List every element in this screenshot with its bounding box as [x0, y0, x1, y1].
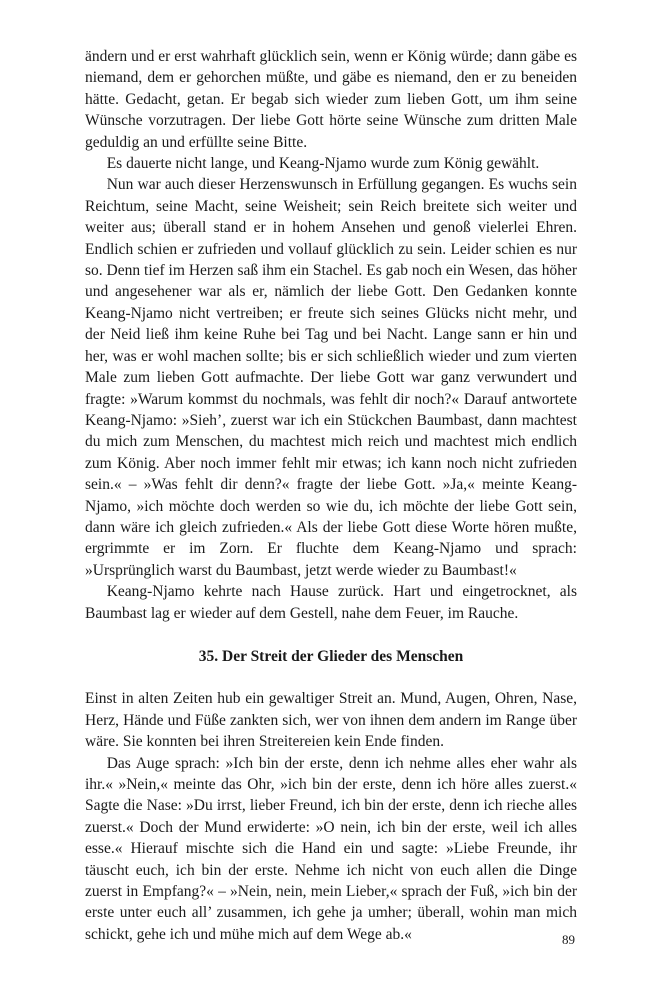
chapter-heading: 35. Der Streit der Glieder des Menschen — [198, 647, 464, 665]
paragraph-continuation: ändern und er erst wahrhaft glücklich sein, wenn er König würde; dann gäbe es niemand, dem er gehorchen müßte, und gäbe es niemand, den er zu beneiden hätte. Gedacht, getan. Er begab sich wieder zum lieben Gott, um ihm seine Wünsche vorzutragen. Der liebe Gott hörte seine Wünsche zum dritten Male geduldig an und erfüllte seine Bitte. — [85, 48, 577, 151]
paragraph: Keang-Njamo kehrte nach Hause zurück. Hart und eingetrocknet, als Baumbast lag er wieder auf dem Gestell, nahe dem Feuer, im Rauche. — [85, 583, 577, 622]
paragraph: Das Auge sprach: »Ich bin der erste, denn ich nehme alles eher wahr als ihr.« »Nein,« meinte das Ohr, »ich bin der erste, denn ich höre alles zuerst.« Sagte die Nase: »Du irrst, lieber Freund, ich bin der erste, denn ich rieche alles zuerst.« Doch der Mund erwiderte: »O nein, ich bin der erste, weil ich alles esse.« Hierauf mischte sich die Hand ein und sagte: »Liebe Freunde, ihr täuscht euch, ich bin der erste. Nehme ich nicht von euch allen die Dinge zuerst in Empfang?« – »Nein, nein, mein Lieber,« sprach der Fuß, »ich bin der erste unter euch all’ zusammen, ich gehe ja umher; überall, wohin man mich schickt, gehe ich und mühe mich auf dem Wege ab.« — [85, 754, 577, 943]
paragraph: Nun war auch dieser Herzenswunsch in Erfüllung gegangen. Es wuchs sein Reichtum, seine Macht, seine Weisheit; sein Reich breitete sich weiter und weiter aus; überall stand er in hohem Ansehen und genoß vielerlei Ehren. Endlich schien er zufrieden und vollauf glücklich zu sein. Leider schien es nur so. Denn tief im Herzen saß ihm ein Stachel. Es gab noch ein Wesen, das höher und angesehener war als er, nämlich der liebe Gott. Den Gedanken konnte Keang-Njamo nicht vertreiben; er freute sich seines Glücks nicht mehr, und der Neid ließ ihm keine Ruhe bei Tag und bei Nacht. Lange sann er hin und her, was er wohl machen sollte; bis er sich schließlich wieder und zum vierten Male zum lieben Gott aufmachte. Der liebe Gott war ganz verwundert und fragte: »Warum kommst du nochmals, was fehlt dir noch?« Darauf antwortete Keang-Njamo: »Sieh’, zuerst war ich ein Stückchen Baumbast, dann machtest du mich zum Menschen, du machtest mich reich und machtest mich endlich zum König. Aber noch immer fehlt mir etwas; ich kann noch nicht zufrieden sein.« – »Was fehlt dir denn?« fragte der liebe Gott. »Ja,« meinte Keang-Njamo, »ich möchte doch werden so wie du, ich möchte der liebe Gott sein, dann wäre ich gleich zufrieden.« Als der liebe Gott diese Worte hören mußte, ergrimmte er im Zorn. Er fluchte dem Keang-Njamo und sprach: »Ursprünglich warst du Baumbast, jetzt werde wieder zu Baumbast!« — [85, 176, 577, 579]
page-number: 89 — [562, 932, 575, 947]
text-block — [85, 46, 577, 945]
paragraph: Es dauerte nicht lange, und Keang-Njamo wurde zum König gewählt. — [106, 155, 540, 173]
paragraph: Einst in alten Zeiten hub ein gewaltiger Streit an. Mund, Augen, Ohren, Nase, Herz, Hände und Füße zankten sich, wer von ihnen dem andern im Range über wäre. Sie konnten bei ihren Streitereien kein Ende finden. — [85, 690, 577, 751]
